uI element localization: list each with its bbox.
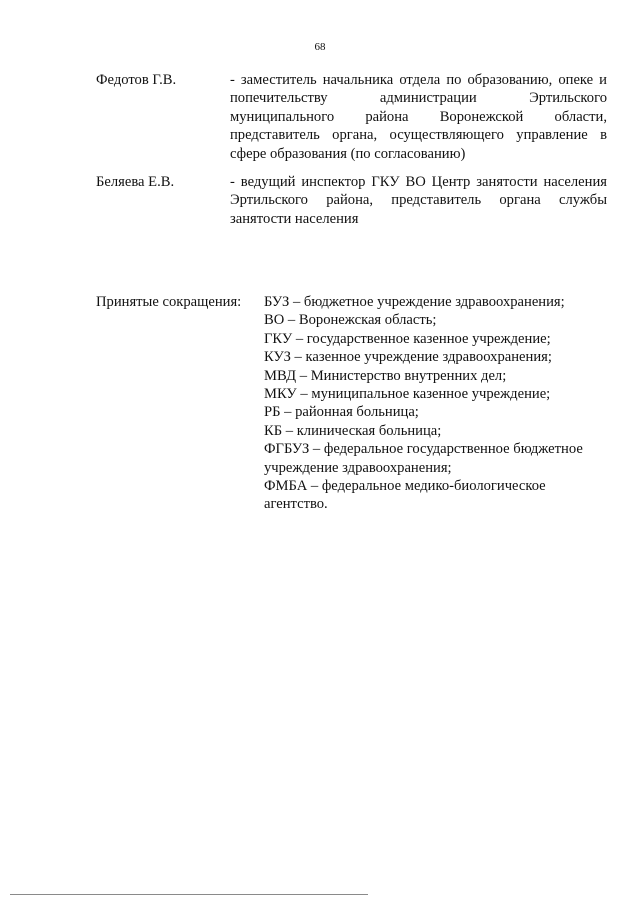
page-number: 68 <box>314 41 326 53</box>
abbreviation-item: КБ – клиническая больница; <box>264 422 442 439</box>
abbreviation-item: МКУ – муниципальное казенное учреждение; <box>264 386 551 403</box>
abbreviations-list <box>264 293 609 514</box>
abbreviation-item: БУЗ – бюджетное учреждение здравоохранения; <box>264 294 565 310</box>
abbreviation-item: РБ – районная больница; <box>264 404 419 421</box>
abbreviation-item: МВД – Министерство внутренних дел; <box>264 367 507 384</box>
member-description: - ведущий инспектор ГКУ ВО Центр занятости населения Эртильского района, представитель органа службы занятости населения <box>230 174 607 227</box>
abbreviation-item: ФГБУЗ – федеральное государственное бюджетное учреждение здравоохранения; <box>264 441 583 476</box>
member-description: - заместитель начальника отдела по образованию, опеке и попечительству администрации Эртильского муниципального района Воронежской области, представитель органа, осуществляющего управление в сфере образования (по согласованию) <box>230 72 607 162</box>
footer-divider <box>10 894 368 895</box>
member-name: Федотов Г.В. <box>96 72 177 88</box>
abbreviations-title: Принятые сокращения: <box>96 294 242 310</box>
abbreviation-item: КУЗ – казенное учреждение здравоохранения; <box>264 349 552 366</box>
abbreviation-item: ГКУ – государственное казенное учреждение; <box>264 330 551 347</box>
abbreviation-item: ВО – Воронежская область; <box>264 312 437 329</box>
abbreviation-item: ФМБА – федеральное медико-биологическое агентство. <box>264 478 546 513</box>
member-name: Беляева Е.В. <box>96 174 175 190</box>
